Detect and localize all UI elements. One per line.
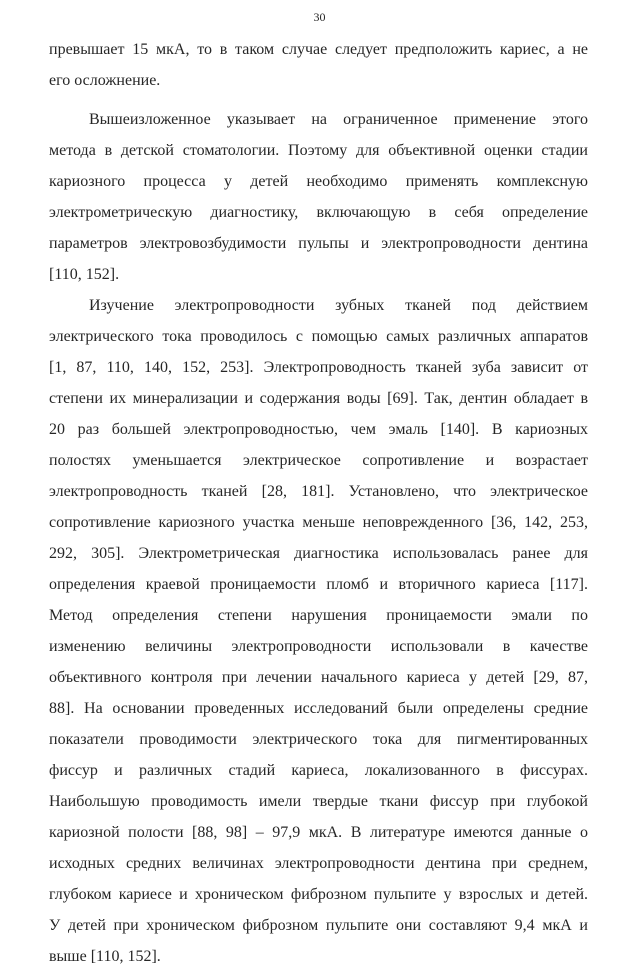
text-line: электрического тока проводилось с помощью самых различных аппаратов	[49, 328, 588, 345]
text-line: Изучение электропроводности зубных тканей под действием	[89, 297, 588, 314]
text-line: электропроводность тканей [28, 181]. Установлено, что электрическое	[49, 483, 588, 500]
text-line: определения краевой проницаемости пломб и вторичного кариеса [117].	[49, 576, 588, 593]
text-line: Вышеизложенное указывает на ограниченное применение этого	[89, 111, 588, 128]
text-line: полостях уменьшается электрическое сопротивление и возрастает	[49, 452, 588, 469]
page-number: 30	[313, 10, 326, 24]
text-line: У детей при хроническом фиброзном пульпите они составляют 9,4 мкА и	[49, 917, 588, 934]
text-line: кариозной полости [88, 98] – 97,9 мкА. В литературе имеются данные о	[49, 824, 588, 841]
text-line: выше [110, 152].	[49, 948, 161, 965]
text-line: Метод определения степени нарушения проницаемости эмали по	[49, 607, 588, 624]
text-line: 292, 305]. Электрометрическая диагностика использовалась ранее для	[49, 545, 588, 562]
text-line: [110, 152].	[49, 266, 120, 283]
text-line: 88]. На основании проведенных исследований были определены средние	[49, 700, 588, 717]
document-body	[49, 34, 588, 972]
text-line: его осложнение.	[49, 72, 161, 89]
text-line: исходных средних величинах электропроводности дентина при среднем,	[49, 855, 588, 872]
text-line: показатели проводимости электрического тока для пигментированных	[49, 731, 588, 748]
text-line: кариозного процесса у детей необходимо применять комплексную	[49, 173, 588, 190]
text-line: метода в детской стоматологии. Поэтому для объективной оценки стадии	[49, 142, 588, 159]
text-line: Наибольшую проводимость имели твердые ткани фиссур при глубокой	[49, 793, 588, 810]
text-line: глубоком кариесе и хроническом фиброзном пульпите у взрослых и детей.	[49, 886, 588, 903]
text-line: параметров электровозбудимости пульпы и электропроводности дентина	[49, 235, 588, 252]
text-line: объективного контроля при лечении начального кариеса у детей [29, 87,	[49, 669, 588, 686]
text-line: изменению величины электропроводности использовали в качестве	[49, 638, 588, 655]
text-line: фиссур и различных стадий кариеса, локализованного в фиссурах.	[49, 762, 588, 779]
text-line: электрометрическую диагностику, включающую в себя определение	[49, 204, 588, 221]
text-line: превышает 15 мкА, то в таком случае следует предположить кариес, а не	[49, 41, 588, 58]
text-line: [1, 87, 110, 140, 152, 253]. Электропроводность тканей зуба зависит от	[49, 359, 588, 376]
text-line: сопротивление кариозного участка меньше неповрежденного [36, 142, 253,	[49, 514, 588, 531]
text-line: 20 раз большей электропроводностью, чем эмаль [140]. В кариозных	[49, 421, 588, 438]
text-line: степени их минерализации и содержания воды [69]. Так, дентин обладает в	[49, 390, 588, 407]
